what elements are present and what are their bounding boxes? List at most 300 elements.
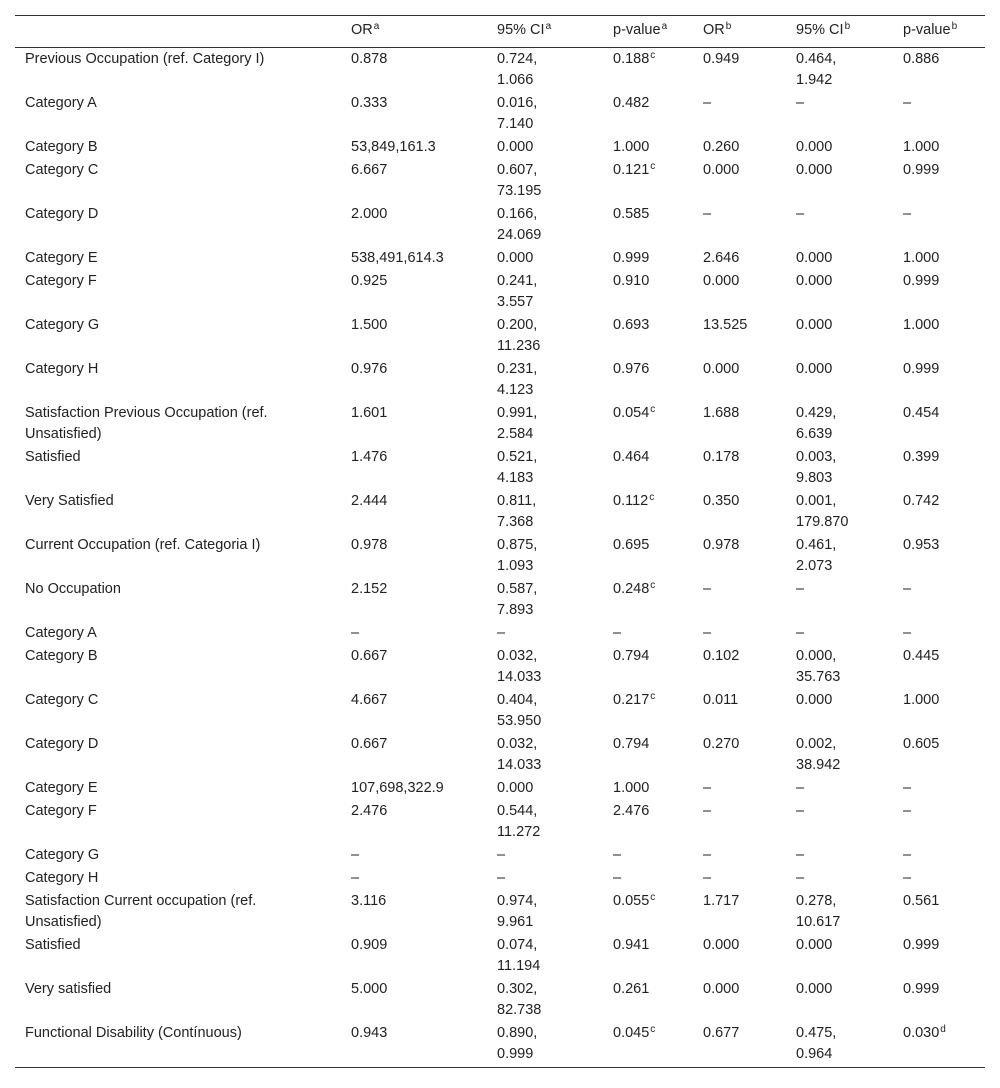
column-header-text: OR	[351, 22, 373, 38]
table-row	[15, 247, 985, 270]
table-cell	[786, 777, 893, 800]
row-label: Category B	[25, 139, 98, 155]
table-cell	[603, 867, 693, 890]
row-label: Category D	[25, 206, 99, 222]
cell-value: 0.030	[903, 1025, 940, 1041]
cell-value: –	[796, 870, 805, 886]
table-cell	[893, 402, 985, 446]
cell-value: 1.476	[351, 449, 388, 465]
cell-value: 0.000	[796, 937, 833, 953]
cell-value: 2.152	[351, 581, 388, 597]
table-cell	[487, 777, 603, 800]
table-cell	[893, 1022, 985, 1068]
table-row	[15, 48, 985, 93]
table-cell	[487, 689, 603, 733]
cell-value: 0.032, 14.033	[497, 648, 542, 685]
table-cell	[786, 890, 893, 934]
table-cell	[893, 159, 985, 203]
table-cell	[341, 358, 487, 402]
table-cell	[603, 645, 693, 689]
cell-value: 0.677	[703, 1025, 740, 1041]
cell-value: 1.717	[703, 893, 740, 909]
cell-value: 0.112	[613, 493, 649, 509]
cell-value: 538,491,614.3	[351, 250, 444, 266]
table-cell	[786, 314, 893, 358]
table-cell	[603, 402, 693, 446]
row-label: Very satisfied	[25, 981, 112, 997]
table-cell	[603, 314, 693, 358]
table-cell	[603, 446, 693, 490]
cell-value: –	[703, 581, 712, 597]
table-cell	[693, 890, 786, 934]
table-row	[15, 733, 985, 777]
cell-value: 0.002, 38.942	[796, 736, 841, 773]
cell-value: 0.248	[613, 581, 650, 597]
cell-value: 0.000	[497, 139, 534, 155]
cell-value: 0.461, 2.073	[796, 537, 837, 574]
table-cell	[693, 689, 786, 733]
column-header-footnote: b	[725, 21, 732, 32]
cell-value: 0.811, 7.368	[497, 493, 537, 530]
cell-value: –	[903, 95, 912, 111]
table-cell	[786, 934, 893, 978]
cell-value: 0.217	[613, 692, 650, 708]
table-cell	[693, 247, 786, 270]
cell-value: 1.000	[613, 780, 650, 796]
cell-value: 53,849,161.3	[351, 139, 436, 155]
table-cell	[786, 402, 893, 446]
cell-value: 0.000	[703, 273, 740, 289]
cell-value: 0.878	[351, 51, 388, 67]
table-cell	[603, 358, 693, 402]
cell-value: 0.585	[613, 206, 650, 222]
table-row	[15, 534, 985, 578]
cell-value: 0.260	[703, 139, 740, 155]
table-row	[15, 1022, 985, 1068]
table-cell	[341, 934, 487, 978]
table-cell	[893, 534, 985, 578]
row-label: Satisfaction Previous Occupation (ref. Unsatisfied)	[25, 405, 268, 442]
cell-value: 0.000	[703, 361, 740, 377]
table-cell	[893, 689, 985, 733]
cell-value: 1.000	[903, 250, 940, 266]
cell-value: 1.000	[613, 139, 650, 155]
table-cell	[341, 203, 487, 247]
table-cell	[341, 48, 487, 93]
cell-value: 0.278, 10.617	[796, 893, 841, 930]
table-cell	[786, 490, 893, 534]
table-cell	[893, 48, 985, 93]
table-cell	[487, 48, 603, 93]
row-label: Category H	[25, 361, 99, 377]
column-header	[893, 16, 985, 48]
table-cell	[693, 1022, 786, 1068]
table-cell	[603, 1022, 693, 1068]
cell-value: 2.444	[351, 493, 388, 509]
cell-value: 0.333	[351, 95, 388, 111]
cell-value: 0.200, 11.236	[497, 317, 541, 354]
table-cell	[341, 534, 487, 578]
table-cell	[487, 645, 603, 689]
cell-value: 0.000	[796, 361, 833, 377]
table-row	[15, 867, 985, 890]
cell-value: 1.688	[703, 405, 740, 421]
cell-value: 0.909	[351, 937, 388, 953]
table-cell	[487, 800, 603, 844]
table-cell	[693, 314, 786, 358]
table-cell	[341, 844, 487, 867]
table-cell	[893, 203, 985, 247]
cell-value: 0.794	[613, 648, 650, 664]
cell-value: 5.000	[351, 981, 388, 997]
column-header-footnote: a	[545, 21, 552, 32]
table-cell	[893, 446, 985, 490]
cell-value: 0.925	[351, 273, 388, 289]
row-label: Category G	[25, 847, 100, 863]
cell-value: 0.941	[613, 937, 650, 953]
cell-value: 0.667	[351, 648, 388, 664]
table-cell	[786, 733, 893, 777]
cell-value: –	[703, 625, 712, 641]
table-cell	[341, 689, 487, 733]
table-cell	[786, 159, 893, 203]
table-cell	[341, 890, 487, 934]
cell-value: –	[903, 206, 912, 222]
table-cell	[693, 645, 786, 689]
table-cell	[893, 733, 985, 777]
cell-value: 0.943	[351, 1025, 388, 1041]
cell-value: 0.607, 73.195	[497, 162, 542, 199]
row-label: Satisfaction Current occupation (ref. Unsatisfied)	[25, 893, 257, 930]
cell-value: 0.404, 53.950	[497, 692, 542, 729]
cell-value: 0.475, 0.964	[796, 1025, 837, 1062]
table-cell	[341, 777, 487, 800]
table-cell	[786, 978, 893, 1022]
table-cell	[603, 247, 693, 270]
row-label: Category E	[25, 780, 98, 796]
column-header-text: 95% CI	[796, 22, 844, 38]
cell-value: 0.045	[613, 1025, 650, 1041]
table-cell	[341, 270, 487, 314]
cell-value: 0.000	[703, 981, 740, 997]
row-label: Satisfied	[25, 937, 81, 953]
row-label: Current Occupation (ref. Categoria I)	[25, 537, 261, 553]
cell-footnote: c	[649, 492, 655, 503]
cell-value: 0.890, 0.999	[497, 1025, 538, 1062]
cell-value: 0.188	[613, 51, 650, 67]
table-cell	[786, 534, 893, 578]
table-cell	[786, 645, 893, 689]
cell-value: 0.521, 4.183	[497, 449, 538, 486]
table-cell	[603, 490, 693, 534]
cell-value: 0.000, 35.763	[796, 648, 841, 685]
table-cell	[786, 358, 893, 402]
results-table	[15, 15, 985, 1068]
table-cell	[487, 358, 603, 402]
cell-value: 0.000	[796, 692, 833, 708]
cell-value: 0.054	[613, 405, 650, 421]
cell-value: 1.000	[903, 692, 940, 708]
table-row	[15, 314, 985, 358]
row-label: Category F	[25, 803, 97, 819]
cell-value: –	[796, 206, 805, 222]
cell-value: 0.000	[796, 981, 833, 997]
cell-value: 0.003, 9.803	[796, 449, 837, 486]
table-cell	[893, 92, 985, 136]
table-cell	[603, 578, 693, 622]
table-cell	[341, 578, 487, 622]
table-cell	[603, 92, 693, 136]
table-row	[15, 622, 985, 645]
table-cell	[487, 890, 603, 934]
cell-footnote: d	[940, 1024, 946, 1035]
cell-value: –	[903, 847, 912, 863]
cell-value: –	[703, 206, 712, 222]
cell-value: 0.999	[903, 273, 940, 289]
table-cell	[603, 800, 693, 844]
table-cell	[693, 136, 786, 159]
table-cell	[603, 48, 693, 93]
table-cell	[487, 136, 603, 159]
cell-value: 0.055	[613, 893, 650, 909]
row-label: Category C	[25, 162, 99, 178]
table-cell	[693, 777, 786, 800]
cell-value: –	[613, 625, 622, 641]
table-cell	[603, 203, 693, 247]
table-cell	[487, 733, 603, 777]
cell-value: –	[796, 95, 805, 111]
cell-value: 0.000	[796, 139, 833, 155]
cell-value: –	[796, 780, 805, 796]
cell-value: 0.875, 1.093	[497, 537, 538, 574]
table-cell	[693, 358, 786, 402]
cell-value: 0.011	[703, 692, 739, 708]
cell-value: –	[613, 870, 622, 886]
table-cell	[487, 1022, 603, 1068]
cell-value: 0.032, 14.033	[497, 736, 542, 773]
cell-value: –	[497, 847, 506, 863]
column-header	[15, 16, 341, 48]
row-label: Category G	[25, 317, 100, 333]
column-header-footnote: a	[661, 21, 668, 32]
cell-value: 0.121	[613, 162, 650, 178]
column-header-text: p-value	[613, 22, 661, 38]
table-cell	[786, 48, 893, 93]
table-cell	[693, 844, 786, 867]
table-cell	[693, 402, 786, 446]
table-cell	[693, 159, 786, 203]
cell-value: 0.102	[703, 648, 740, 664]
cell-value: 0.001, 179.870	[796, 493, 849, 530]
table-cell	[893, 844, 985, 867]
table-cell	[893, 890, 985, 934]
cell-value: 0.724, 1.066	[497, 51, 538, 88]
table-cell	[693, 934, 786, 978]
cell-value: –	[796, 581, 805, 597]
table-row	[15, 844, 985, 867]
cell-value: –	[903, 625, 912, 641]
table-cell	[603, 934, 693, 978]
table-cell	[893, 490, 985, 534]
table-cell	[341, 867, 487, 890]
cell-value: 0.544, 11.272	[497, 803, 541, 840]
table-row	[15, 358, 985, 402]
row-label: Very Satisfied	[25, 493, 114, 509]
cell-value: 0.976	[613, 361, 650, 377]
cell-value: –	[703, 780, 712, 796]
table-cell	[603, 270, 693, 314]
table-cell	[786, 867, 893, 890]
table-cell	[693, 48, 786, 93]
table-cell	[341, 1022, 487, 1068]
column-header-footnote: b	[951, 21, 958, 32]
cell-value: 0.000	[796, 162, 833, 178]
cell-value: –	[703, 803, 712, 819]
cell-value: 0.949	[703, 51, 740, 67]
column-header-text: 95% CI	[497, 22, 545, 38]
cell-value: 0.976	[351, 361, 388, 377]
table-cell	[341, 159, 487, 203]
table-cell	[341, 645, 487, 689]
table-cell	[341, 490, 487, 534]
table-cell	[786, 800, 893, 844]
cell-value: 0.667	[351, 736, 388, 752]
table-row	[15, 92, 985, 136]
cell-value: 0.000	[497, 780, 534, 796]
cell-value: 0.074, 11.194	[497, 937, 541, 974]
table-cell	[893, 314, 985, 358]
table-cell	[341, 446, 487, 490]
table-cell	[487, 203, 603, 247]
cell-value: 13.525	[703, 317, 748, 333]
table-cell	[603, 978, 693, 1022]
table-cell	[893, 800, 985, 844]
column-header	[341, 16, 487, 48]
table-row	[15, 777, 985, 800]
row-label: Category E	[25, 250, 98, 266]
cell-value: 0.587, 7.893	[497, 581, 538, 618]
cell-value: 0.974, 9.961	[497, 893, 538, 930]
table-cell	[693, 622, 786, 645]
cell-footnote: c	[650, 892, 656, 903]
table-cell	[893, 622, 985, 645]
table-cell	[341, 314, 487, 358]
table-cell	[487, 534, 603, 578]
table-cell	[341, 402, 487, 446]
table-cell	[603, 622, 693, 645]
cell-footnote: c	[650, 161, 656, 172]
table-header	[15, 16, 985, 48]
table-cell	[603, 844, 693, 867]
column-header-text: OR	[703, 22, 725, 38]
table-cell	[487, 446, 603, 490]
table-cell	[487, 159, 603, 203]
table-row	[15, 934, 985, 978]
cell-value: –	[351, 870, 360, 886]
cell-value: 0.000	[796, 317, 833, 333]
cell-value: –	[613, 847, 622, 863]
table-row	[15, 159, 985, 203]
column-header	[603, 16, 693, 48]
table-cell	[693, 534, 786, 578]
cell-value: 0.000	[796, 250, 833, 266]
cell-value: 0.886	[903, 51, 940, 67]
table-cell	[693, 578, 786, 622]
cell-footnote: c	[650, 50, 656, 61]
cell-value: 2.476	[351, 803, 388, 819]
table-cell	[786, 247, 893, 270]
cell-value: 0.999	[903, 981, 940, 997]
table-cell	[693, 446, 786, 490]
cell-value: 1.500	[351, 317, 388, 333]
cell-footnote: c	[650, 404, 656, 415]
table-cell	[893, 777, 985, 800]
table-cell	[786, 689, 893, 733]
cell-value: 0.999	[613, 250, 650, 266]
table-row	[15, 490, 985, 534]
table-cell	[487, 578, 603, 622]
column-header	[786, 16, 893, 48]
table-cell	[893, 358, 985, 402]
table-cell	[786, 92, 893, 136]
table-cell	[603, 159, 693, 203]
table-cell	[487, 844, 603, 867]
table-cell	[341, 800, 487, 844]
table-cell	[487, 490, 603, 534]
cell-value: –	[903, 581, 912, 597]
table-cell	[603, 777, 693, 800]
cell-value: 0.991, 2.584	[497, 405, 538, 442]
cell-value: 0.999	[903, 162, 940, 178]
table-cell	[693, 270, 786, 314]
cell-footnote: c	[650, 691, 656, 702]
cell-value: 0.270	[703, 736, 740, 752]
table-cell	[786, 1022, 893, 1068]
row-label: Satisfied	[25, 449, 81, 465]
table-cell	[693, 92, 786, 136]
table-cell	[893, 247, 985, 270]
table-cell	[487, 622, 603, 645]
cell-value: –	[497, 625, 506, 641]
cell-value: 0.302, 82.738	[497, 981, 542, 1018]
cell-value: 0.000	[796, 273, 833, 289]
column-header-footnote: a	[373, 21, 380, 32]
table-cell	[341, 136, 487, 159]
cell-value: –	[903, 780, 912, 796]
cell-value: –	[703, 95, 712, 111]
row-label: Category C	[25, 692, 99, 708]
table-cell	[341, 733, 487, 777]
table-row	[15, 203, 985, 247]
table-cell	[341, 978, 487, 1022]
table-cell	[341, 92, 487, 136]
table-cell	[893, 578, 985, 622]
row-label: Category F	[25, 273, 97, 289]
table-cell	[341, 247, 487, 270]
table-row	[15, 578, 985, 622]
cell-value: –	[903, 803, 912, 819]
table-cell	[893, 978, 985, 1022]
cell-value: –	[351, 847, 360, 863]
header-row	[15, 16, 985, 48]
table-row	[15, 270, 985, 314]
table-cell	[487, 270, 603, 314]
table-cell	[786, 844, 893, 867]
table-row	[15, 978, 985, 1022]
table-cell	[693, 867, 786, 890]
table-cell	[603, 534, 693, 578]
cell-value: 0.016, 7.140	[497, 95, 538, 132]
